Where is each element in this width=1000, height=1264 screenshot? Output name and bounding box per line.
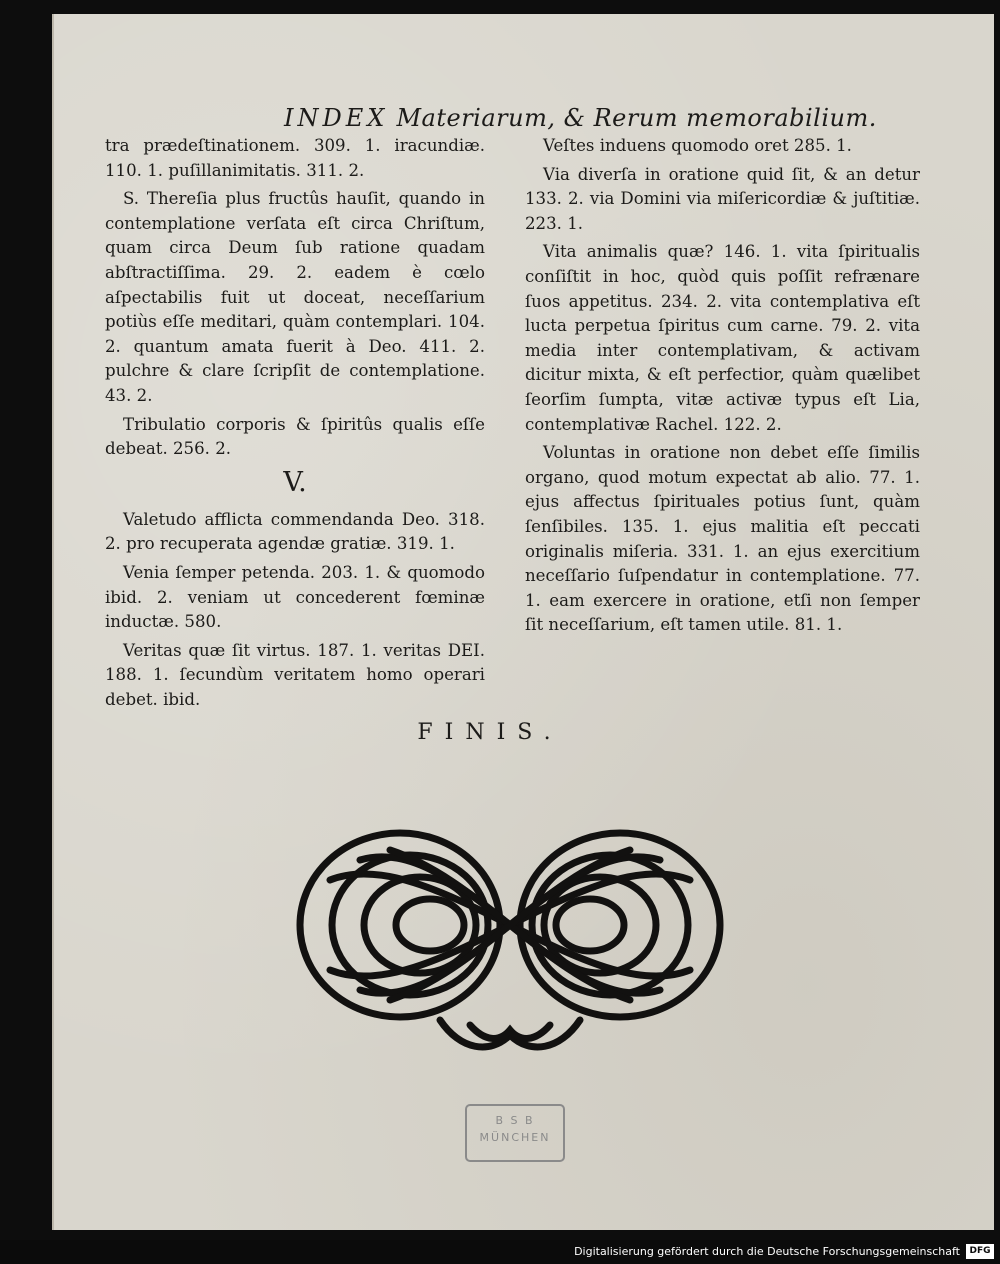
index-entry: Valetudo afflicta commendanda Deo. 318. 2. pro recuperata agendæ gratiæ. 319. 1.	[105, 509, 485, 554]
index-entry: Vita animalis quæ? 146. 1. vita ſpiritualis conſiſtit in hoc, quòd quis poſſit refrænare ſuos appetitus. 234. 2. vita contemplativa eſt lucta perpetua ſpiritus cum carne. 79. 2. vita media inter contemplativam, & activam dicitur mixta, & eſt perfectior, quàm quælibet ſeorſim ſumpta, vitæ activæ typus eſt Lia, contemplativæ Rachel. 122. 2.	[525, 242, 920, 434]
right-column	[525, 134, 920, 642]
dfg-logo-icon: DFG	[966, 1244, 994, 1259]
section-letter-v: V.	[283, 466, 307, 498]
finis-heading: FINIS.	[417, 720, 563, 745]
footer-credit: Digitalisierung gefördert durch die Deutsche Forschungsgemeinschaft	[574, 1245, 960, 1258]
running-head-rest: Materiarum, & Rerum memorabilium.	[396, 104, 877, 132]
calligraphic-knot-ornament-icon	[290, 820, 730, 1060]
index-entry: S. Thereſia plus fructûs hauſit, quando in contemplatione verſata eſt circa Chriſtum, quam circa Deum ſub ratione quadam abſtractiſſima. 29. 2. eadem è cœlo aſpectabilis fuit ut doceat, neceſſarium potiùs eſſe meditari, quàm contemplari. 104. 2. quantum amata fuerit à Deo. 411. 2. pulchre & clare ſcripſit de contemplatione. 43. 2.	[105, 189, 485, 405]
digitization-footer	[0, 1240, 1000, 1264]
index-entry: Venia ſemper petenda. 203. 1. & quomodo ibid. 2. veniam ut concederent fœminæ inductæ. 580.	[105, 562, 485, 632]
index-entry: Voluntas in oratione non debet eſſe ſimilis organo, quod motum expectat ab alio. 77. 1. ejus affectus ſpirituales potius ſunt, quàm ſenſibiles. 135. 1. ejus malitia eſt peccati originalis miſeria. 331. 1. an ejus exercitium neceſſario ſuſpendatur in contemplatione. 77. 1. eam exercere in oratione, etſi non ſemper ſit neceſſarium, eſt tamen utile. 81. 1.	[525, 443, 920, 635]
running-head	[284, 104, 884, 132]
left-column	[105, 134, 485, 716]
library-stamp	[465, 1104, 565, 1162]
index-entry: Veſtes induens quomodo oret 285. 1.	[543, 136, 852, 155]
index-entry: tra prædeſtinationem. 309. 1. iracundiæ. 110. 1. puſillanimitatis. 311. 2.	[105, 136, 485, 180]
index-entry: Via diverſa in oratione quid ſit, & an detur 133. 2. via Domini via miſericordiæ & juſtitiæ. 223. 1.	[525, 164, 920, 233]
running-head-index: INDEX	[284, 104, 389, 132]
stamp-line: MÜNCHEN	[479, 1131, 551, 1144]
stamp-line: B S B	[495, 1114, 535, 1127]
index-entry: Veritas quæ ſit virtus. 187. 1. veritas DEI. 188. 1. ſecundùm veritatem homo operari debet. ibid.	[105, 640, 485, 709]
index-entry: Tribulatio corporis & ſpiritûs qualis eſſe debeat. 256. 2.	[105, 414, 485, 459]
